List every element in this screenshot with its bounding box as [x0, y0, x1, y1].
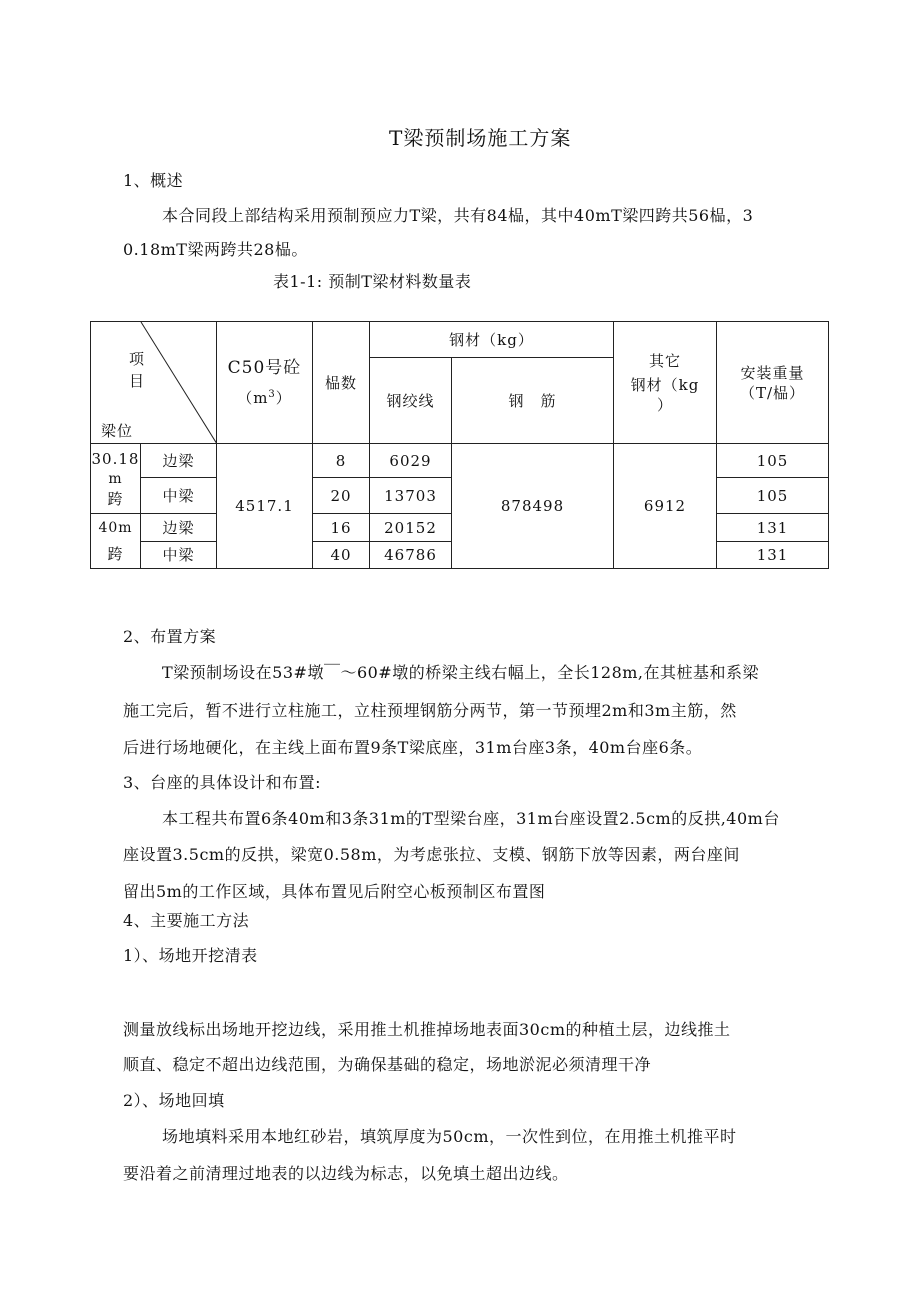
header-concrete-unit-open: （m [237, 388, 269, 407]
section-4-1-line-1: 测量放线标出场地开挖边线，采用推土机推掉场地表面30cm的种植土层，边线推土 [123, 1020, 731, 1039]
section-4-heading: 4、主要施工方法 [123, 911, 250, 930]
table-row-1-pos: 边梁 [141, 444, 217, 478]
section-4-2-heading: 2）、场地回填 [123, 1091, 225, 1110]
header-count: 榀数 [313, 322, 370, 444]
section-4-2-line-2: 要沿着之前清理过地表的以边线为标志，以免填土超出边线。 [123, 1164, 569, 1183]
span-30m-label [91, 444, 141, 514]
table-row-3-pos: 边梁 [141, 514, 217, 542]
header-weight-l2: （T/榀） [739, 383, 806, 402]
span-30m-l2: m [108, 470, 123, 487]
header-other-l3: ） [657, 395, 674, 414]
table-row-3-weight: 131 [717, 514, 829, 542]
table-row-4-weight: 131 [717, 542, 829, 569]
header-concrete-label: C50号砼 [227, 357, 302, 378]
section-2-line-2: 施工完后，暂不进行立柱施工，立柱预埋钢筋分两节，第一节预埋2m和3m主筋，然 [123, 701, 737, 720]
header-other-steel [614, 322, 717, 444]
span-40m-label [91, 514, 141, 569]
concrete-total: 4517.1 [217, 444, 313, 569]
rebar-total: 878498 [452, 444, 614, 569]
section-1-heading: 1、概述 [123, 171, 184, 190]
header-concrete-unit [217, 388, 312, 408]
section-3-line-2: 座设置3.5cm的反拱，梁宽0.58m，为考虑张拉、支模、钢筋下放等因素，两台座间 [123, 845, 740, 864]
page-title: T梁预制场施工方案 [389, 126, 572, 150]
table-caption: 表1-1: 预制T梁材料数量表 [273, 272, 472, 291]
section-3-line-3: 留出5m的工作区域，具体布置见后附空心板预制区布置图 [123, 882, 546, 901]
span-30m-l1: 30.18 [91, 449, 140, 468]
header-strand: 钢绞线 [370, 358, 452, 444]
table-row-2-count: 20 [313, 478, 370, 514]
table-row-2-strand: 13703 [370, 478, 452, 514]
section-1-paragraph-line-1: 本合同段上部结构采用预制预应力T梁，共有84榀，其中40mT梁四跨共56榀，3 [162, 206, 754, 225]
table-row-4-count: 40 [313, 542, 370, 569]
table-row-3-strand: 20152 [370, 514, 452, 542]
table-row-1-weight: 105 [717, 444, 829, 478]
header-other-l2: 钢材（kg [630, 375, 700, 394]
table-row-1-count: 8 [313, 444, 370, 478]
header-project: 项目 [128, 350, 145, 390]
header-beam-position: 梁位 [101, 422, 134, 440]
header-concrete [217, 322, 313, 444]
header-rebar: 钢 筋 [452, 358, 614, 444]
header-concrete-unit-sup: 3 [268, 388, 276, 400]
section-3-heading: 3、台座的具体设计和布置: [123, 773, 322, 792]
table-row-3-count: 16 [313, 514, 370, 542]
section-3-line-1: 本工程共布置6条40m和3条31m的T型梁台座，31m台座设置2.5cm的反拱,40m台 [162, 809, 780, 828]
header-other-l1: 其它 [649, 351, 682, 370]
span-40m-l2: 跨 [107, 545, 124, 563]
section-2-heading: 2、布置方案 [123, 627, 217, 646]
table-row-4-strand: 46786 [370, 542, 452, 569]
header-weight-l1: 安装重量 [740, 363, 805, 382]
table-corner-header [91, 322, 217, 444]
table-row-1-strand: 6029 [370, 444, 452, 478]
header-concrete-unit-close: ） [275, 388, 292, 407]
header-steel: 钢材（kg） [370, 322, 614, 358]
section-4-1-line-2: 顺直、稳定不超出边线范围，为确保基础的稳定，场地淤泥必须清理干净 [123, 1055, 652, 1074]
table-row-2-pos: 中梁 [141, 478, 217, 514]
section-4-2-line-1: 场地填料采用本地红砂岩，填筑厚度为50cm，一次性到位，在用推土机推平时 [162, 1127, 737, 1146]
span-40m-l1: 40m [98, 520, 133, 536]
section-2-line-3: 后进行场地硬化，在主线上面布置9条T梁底座，31m台座3条，40m台座6条。 [123, 738, 703, 757]
section-1-paragraph-line-2: 0.18mT梁两跨共28榀。 [123, 240, 308, 259]
header-weight [717, 322, 829, 444]
table-row-4-pos: 中梁 [141, 542, 217, 569]
material-quantity-table [90, 321, 829, 569]
span-30m-l3: 跨 [107, 489, 124, 508]
other-steel-total: 6912 [614, 444, 717, 569]
section-4-1-heading: 1）、场地开挖清表 [123, 946, 258, 965]
table-row-2-weight: 105 [717, 478, 829, 514]
section-2-line-1: T梁预制场设在53#墩￣～60#墩的桥梁主线右幅上，全长128m,在其桩基和系梁 [162, 663, 760, 682]
